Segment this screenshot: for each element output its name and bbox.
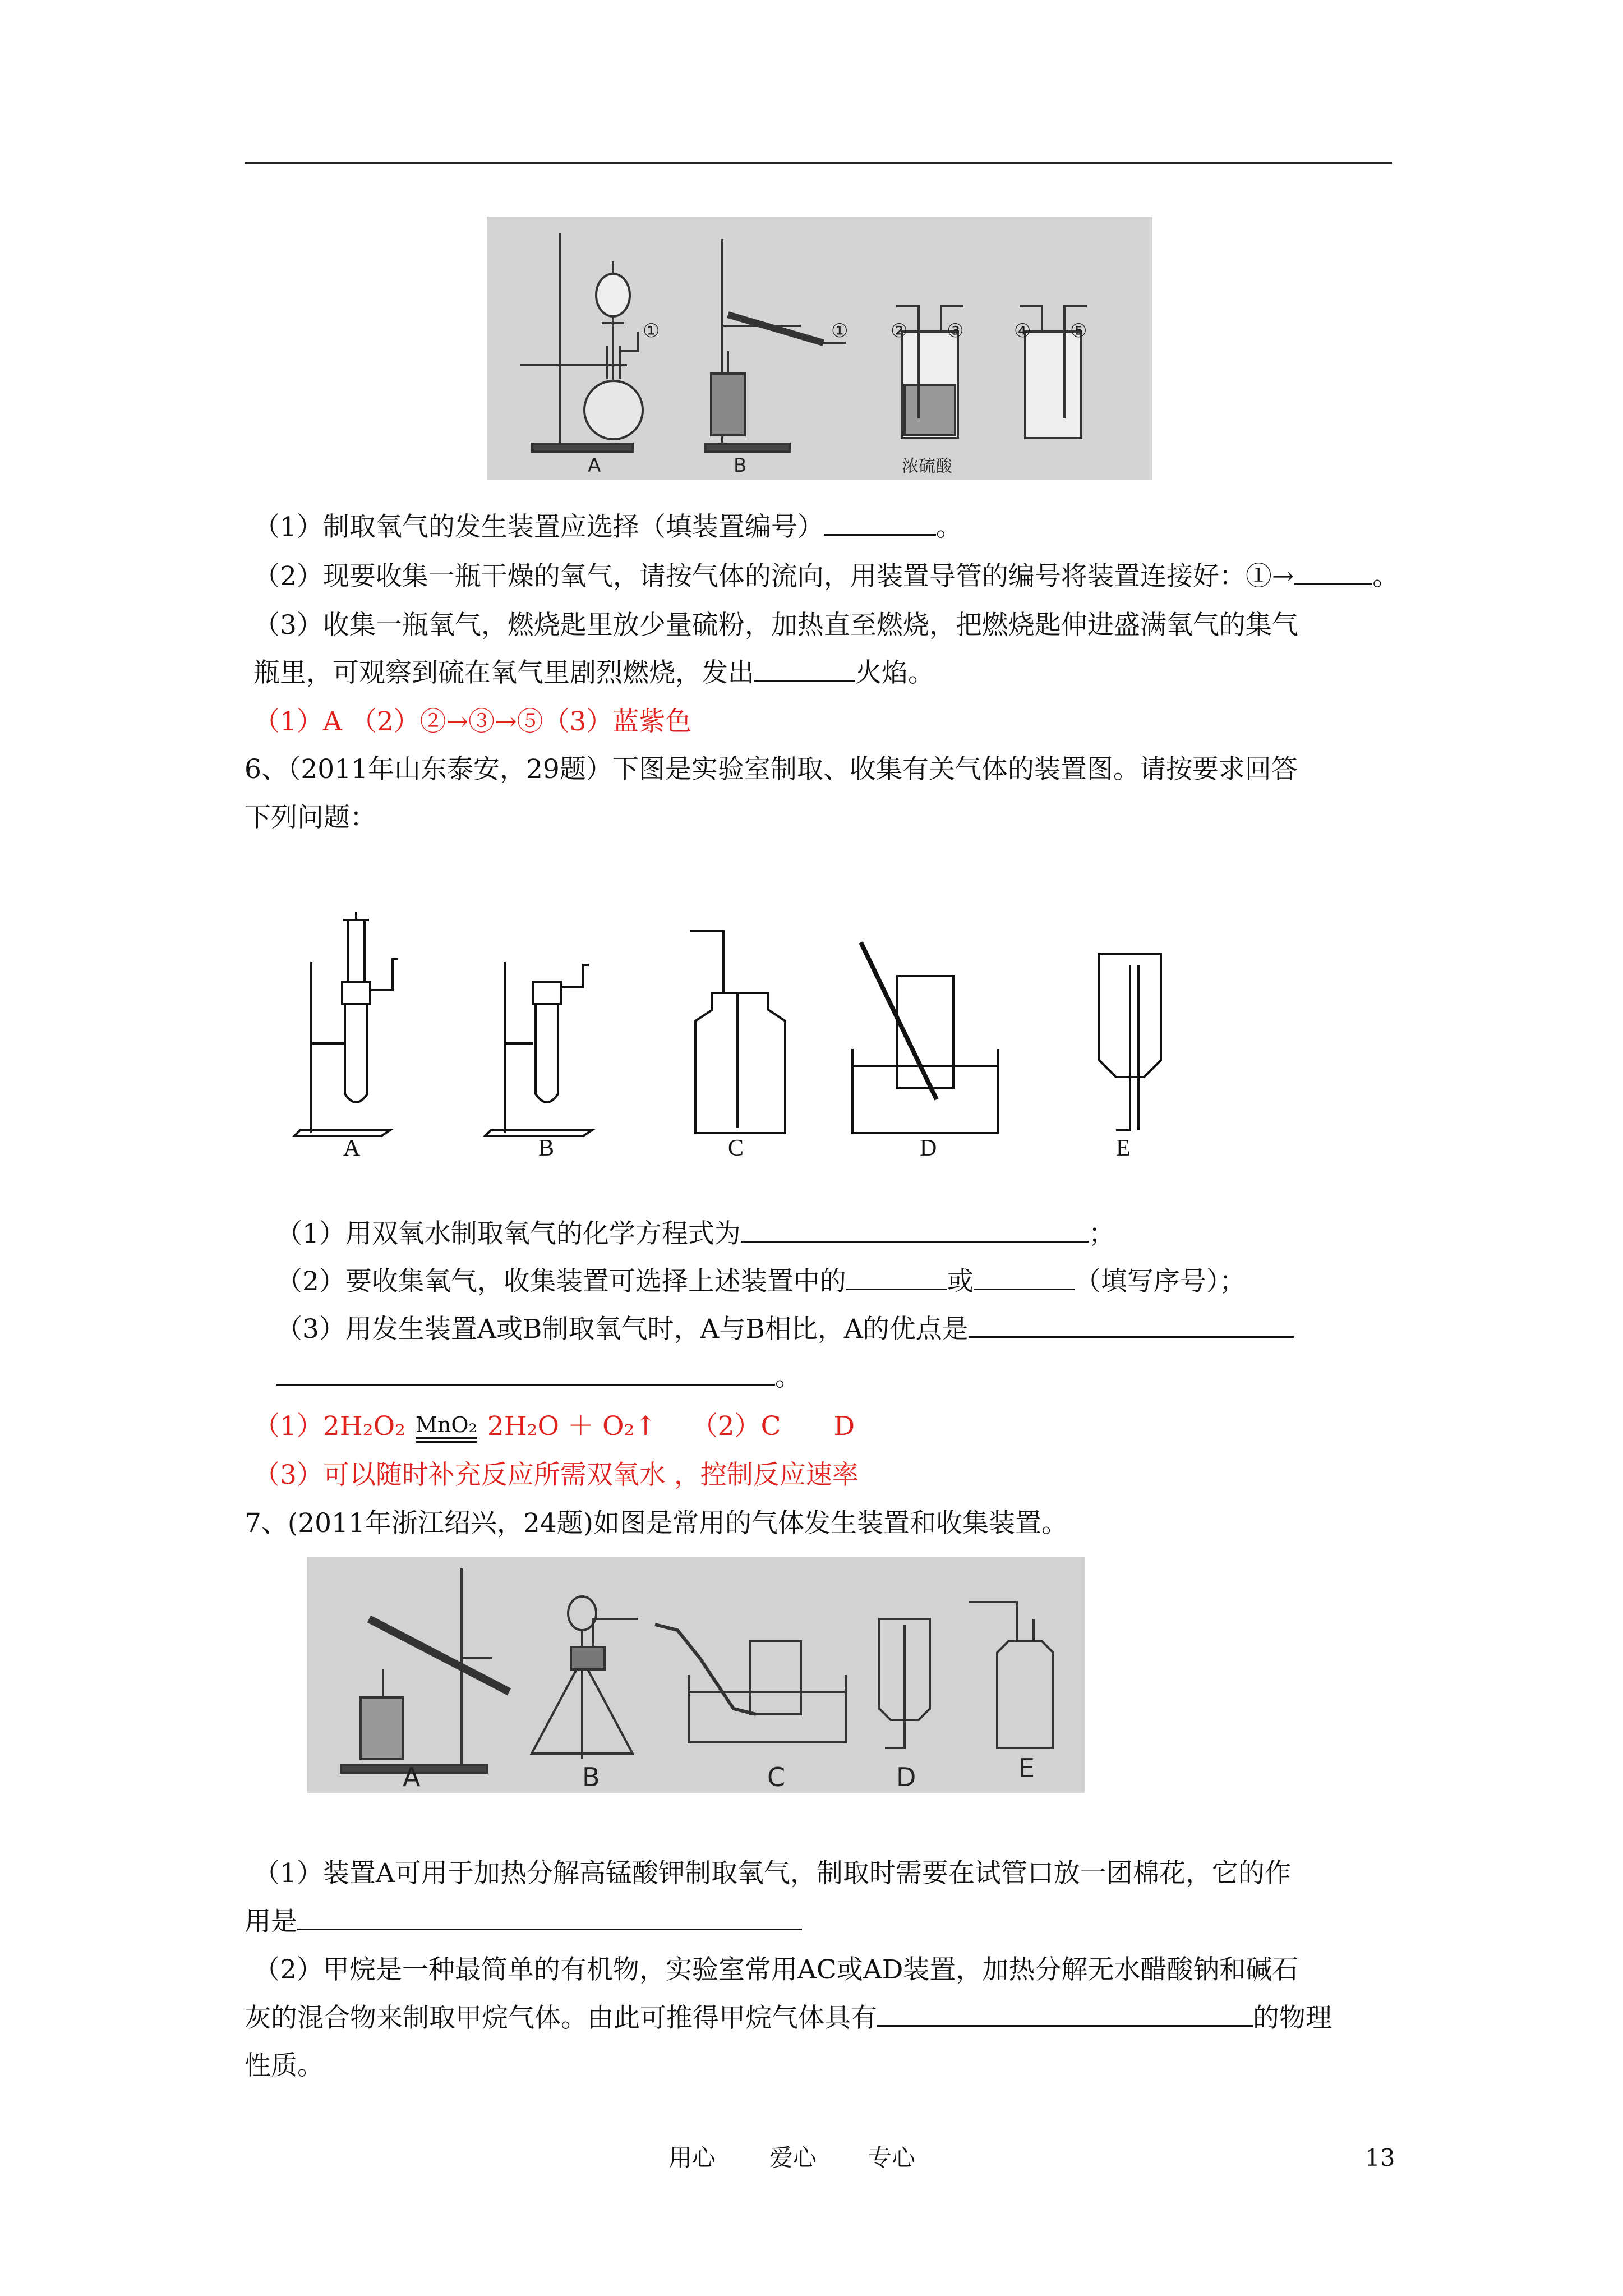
q7-title: 7、(2011年浙江绍兴，24题)如图是常用的气体发生装置和收集装置。	[245, 1508, 1068, 1539]
q7-blank-1[interactable]	[297, 1906, 802, 1930]
q7-question-2-line3: 性质。	[245, 2050, 324, 2081]
q5-question-3-line2: 瓶里，可观察到硫在氧气里剧烈燃烧，发出 火焰。	[253, 657, 934, 688]
footer-motto-1: 用心	[668, 2144, 716, 2171]
q6-title-line1: 6、（2011年山东泰安，29题）下图是实验室制取、收集有关气体的装置图。请按要求回答	[245, 754, 1298, 785]
q5-fig-label-acid: 浓硫酸	[902, 457, 952, 476]
q6-blank-2a[interactable]	[846, 1266, 947, 1290]
q7-fig-label-B: B	[582, 1762, 600, 1792]
footer-motto-2: 爱心	[769, 2144, 817, 2171]
q6-blank-3a[interactable]	[969, 1314, 1294, 1338]
q6-blank-1[interactable]	[741, 1218, 1089, 1243]
q6-fig-label-D: D	[920, 1135, 937, 1161]
footer-motto-3: 专心	[868, 2144, 916, 2171]
q5-question-3-line1: （3）收集一瓶氧气，燃烧匙里放少量硫粉，加热直至燃烧，把燃烧匙伸进盛满氧气的集气	[253, 610, 1298, 641]
q7-apparatus-figure	[307, 1557, 1085, 1793]
q5-fig-label-2: ②	[891, 320, 908, 342]
q6-question-1: （1）用双氧水制取氧气的化学方程式为 ；	[276, 1218, 1115, 1249]
q6-fig-label-C: C	[728, 1135, 744, 1161]
q6-question-2: （2）要收集氧气，收集装置可选择上述装置中的 或 （填写序号）；	[276, 1266, 1246, 1297]
q7-question-1-line2: 用是	[245, 1905, 802, 1939]
q5-fig-label-4: ④	[1014, 320, 1031, 342]
header-rule	[245, 162, 1392, 164]
q6-answer-1: （1）2H₂O₂ MnO₂ 2H₂O ＋ O₂↑ （2）C D	[253, 1411, 855, 1442]
q7-fig-label-D: D	[896, 1762, 916, 1792]
q5-fig-label-1b: ①	[831, 320, 849, 342]
q6-answer-2: （3）可以随时补充反应所需双氧水 ，控制反应速率	[253, 1460, 859, 1490]
q6-fig-label-B: B	[538, 1135, 555, 1161]
q6-title-line2: 下列问题：	[245, 802, 376, 833]
q5-question-1: （1）制取氧气的发生装置应选择（填装置编号） 。	[253, 512, 962, 542]
q7-question-2-line1: （2）甲烷是一种最简单的有机物，实验室常用AC或AD装置，加热分解无水醋酸钠和碱石	[253, 1954, 1299, 1985]
q5-blank-3[interactable]	[754, 657, 855, 682]
q5-blank-1[interactable]	[824, 512, 936, 536]
q6-question-3-line2: 。	[276, 1360, 801, 1394]
q5-blank-2[interactable]	[1294, 561, 1372, 585]
q5-fig-label-A: A	[588, 454, 601, 477]
q5-fig-label-5: ⑤	[1070, 320, 1087, 342]
q7-fig-label-E: E	[1018, 1753, 1035, 1783]
q5-answer: （1）A （2）②→③→⑤（3）蓝紫色	[253, 706, 692, 737]
q5-question-2: （2）现要收集一瓶干燥的氧气，请按气体的流向，用装置导管的编号将装置连接好：①→ 。	[253, 561, 1399, 592]
q6-blank-2b[interactable]	[974, 1266, 1075, 1290]
q6-fig-label-E: E	[1116, 1135, 1131, 1161]
q7-question-1-line1: （1）装置A可用于加热分解高锰酸钾制取氧气，制取时需要在试管口放一团棉花，它的作	[253, 1858, 1291, 1889]
q7-fig-label-A: A	[403, 1762, 421, 1792]
q6-question-3-line1: （3）用发生装置A或B制取氧气时，A与B相比，A的优点是	[276, 1313, 1294, 1346]
q6-fig-label-A: A	[343, 1135, 361, 1161]
q5-fig-label-B: B	[734, 454, 747, 477]
q7-fig-label-C: C	[767, 1762, 786, 1792]
q5-fig-label-1a: ①	[643, 320, 660, 342]
page-number: 13	[1365, 2144, 1395, 2171]
q7-blank-2[interactable]	[877, 2003, 1253, 2027]
q6-blank-3b[interactable]	[276, 1361, 775, 1386]
q5-fig-label-3: ③	[947, 320, 964, 342]
q6-catalyst: MnO₂	[416, 1414, 477, 1443]
q7-question-2-line2: 灰的混合物来制取甲烷气体。由此可推得甲烷气体具有 的物理	[245, 2003, 1332, 2033]
q6-apparatus-figure	[292, 909, 1211, 1161]
q5-apparatus-figure	[487, 217, 1152, 480]
